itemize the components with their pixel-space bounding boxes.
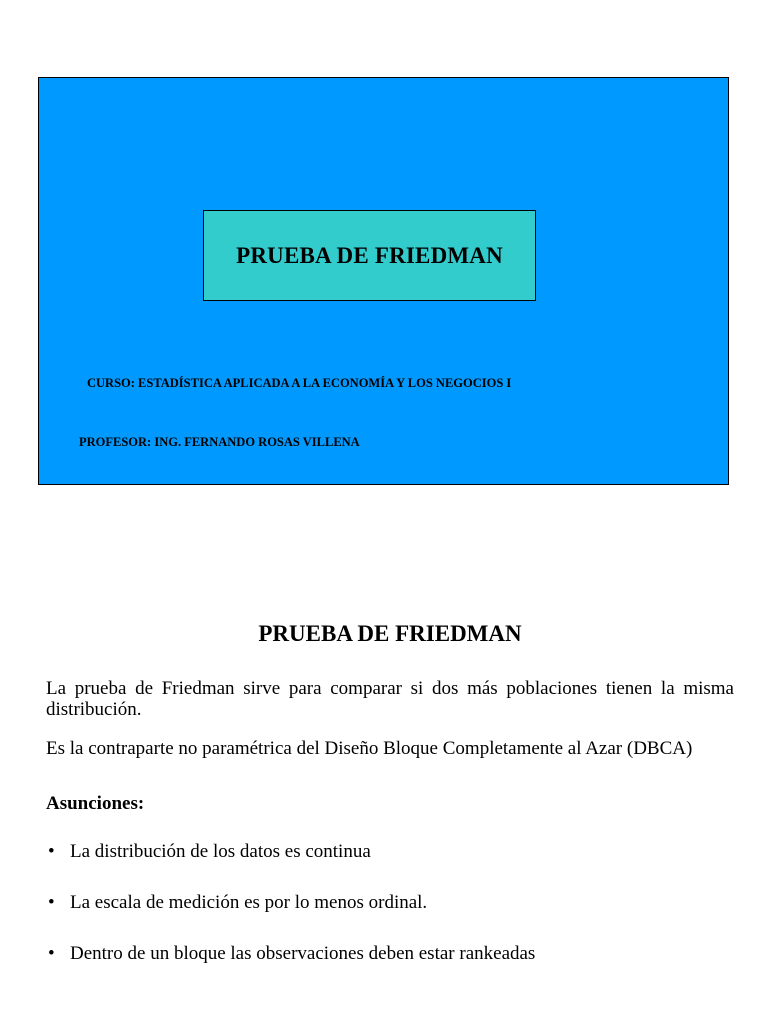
course-label: CURSO: ESTADÍSTICA APLICADA A LA ECONOMÍA Y LOS NEGOCIOS I [87,376,512,390]
list-item-text: La distribución de los datos es continua [70,841,371,862]
list-item [46,841,734,863]
bullet-icon: • [48,841,55,862]
list-item [46,943,734,965]
content-section [46,620,734,994]
list-item-text: La escala de medición es por lo menos ordinal. [70,892,428,913]
section-title: PRUEBA DE FRIEDMAN [258,621,522,646]
assumptions-list [46,841,734,965]
counterpart-paragraph: Es la contraparte no paramétrica del Diseño Bloque Completamente al Azar (DBCA) [46,738,693,759]
list-item [46,892,734,914]
list-item-text: Dentro de un bloque las observaciones deben estar rankeadas [70,943,536,964]
assumptions-heading: Asunciones: [46,793,145,814]
professor-label: PROFESOR: ING. FERNANDO ROSAS VILLENA [79,435,360,449]
title-slide [38,77,729,485]
bullet-icon: • [48,892,55,913]
bullet-icon: • [48,943,55,964]
intro-paragraph: La prueba de Friedman sirve para comparar si dos más poblaciones tienen la misma distribución. [46,678,734,720]
title-box [203,210,536,301]
slide-title: PRUEBA DE FRIEDMAN [236,242,503,268]
